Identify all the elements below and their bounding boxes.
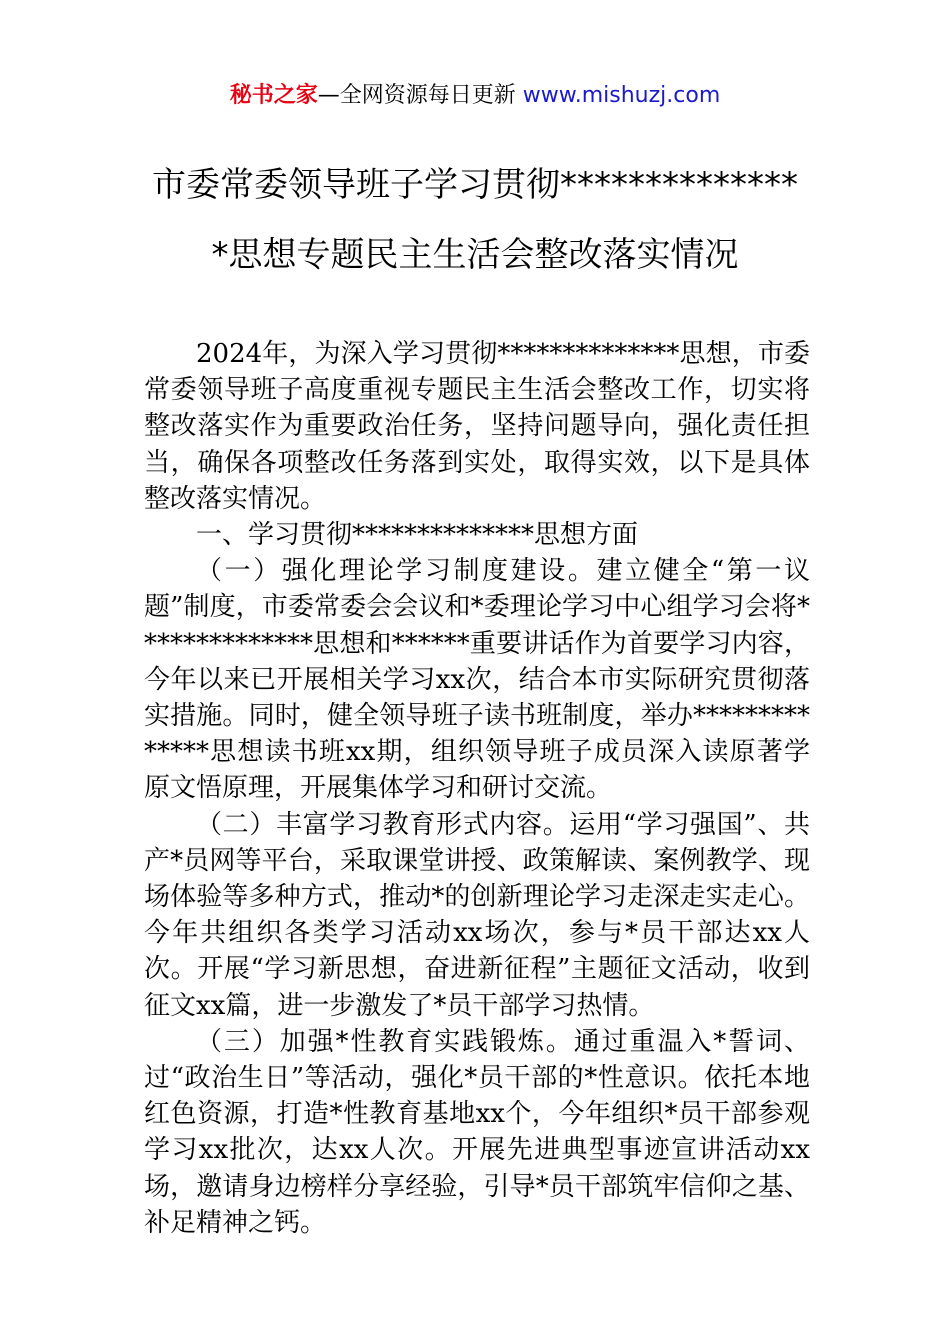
- site-url-link[interactable]: www.mishuzj.com: [522, 83, 721, 108]
- subsection-paragraph-1: （一）强化理论学习制度建设。建立健全“第一议题”制度，市委常委会会议和*委理论学习中心组学习会将**************思想和******重要讲话作为首要学习内容，今年以来已开展相关学习xx次，结合本市实际研究贯彻落实措施。同时，健全领导班子读书班制度，举办**************思想读书班xx期，组织领导班子成员深入读原著学原文悟原理，开展集体学习和研讨交流。: [144, 556, 810, 804]
- section-heading: 一、学习贯彻**************思想方面: [196, 520, 639, 551]
- document-body: [144, 336, 810, 1241]
- subsection-paragraph-3: （三）加强*性教育实践锻炼。通过重温入*誓词、过“政治生日”等活动，强化*员干部的*性意识。依托本地红色资源，打造*性教育基地xx个，今年组织*员干部参观学习xx批次，达xx人次。开展先进典型事迹宣讲活动xx场，邀请身边榜样分享经验，引导*员干部筑牢信仰之基、补足精神之钙。: [144, 1026, 810, 1238]
- site-name: 秘书之家: [229, 83, 318, 108]
- site-tagline: —全网资源每日更新: [317, 83, 516, 108]
- intro-paragraph: 2024年，为深入学习贯彻**************思想，市委常委领导班子高度重视专题民主生活会整改工作，切实将整改落实作为重要政治任务，坚持问题导向，强化责任担当，确保各项整改任务落到实处，取得实效，以下是具体整改落实情况。: [144, 339, 810, 514]
- site-header: [0, 80, 950, 112]
- title-line-1: 市委常委领导班子学习贯彻**************: [152, 165, 798, 205]
- title-line-2: *思想专题民主生活会整改落实情况: [211, 235, 739, 275]
- document-title: [100, 150, 850, 290]
- subsection-paragraph-2: （二）丰富学习教育形式内容。运用“学习强国”、共产*员网等平台，采取课堂讲授、政策解读、案例教学、现场体验等多种方式，推动*的创新理论学习走深走实走心。今年共组织各类学习活动xx场次，参与*员干部达xx人次。开展“学习新思想，奋进新征程”主题征文活动，收到征文xx篇，进一步激发了*员干部学习热情。: [144, 809, 810, 1021]
